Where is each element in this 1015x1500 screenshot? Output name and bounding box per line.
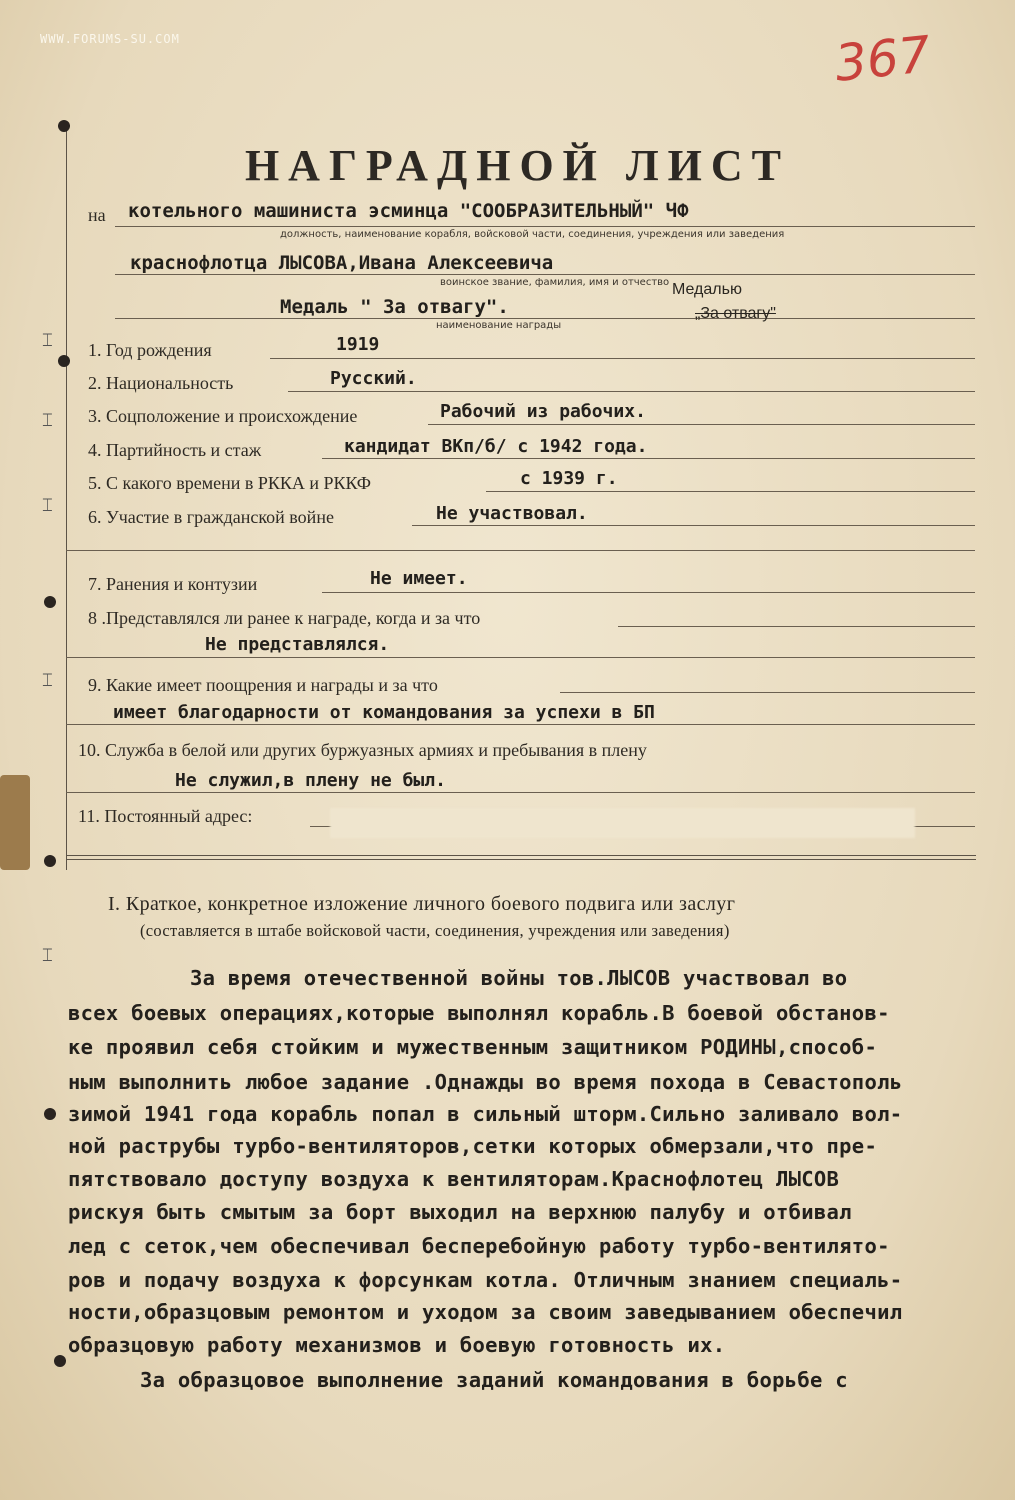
- document-title: НАГРАДНОЙ ЛИСТ: [244, 141, 791, 190]
- field-3-value: Рабочий из рабочих.: [440, 401, 646, 422]
- field-5-value: с 1939 г.: [520, 468, 618, 489]
- field-8-value: Не представлялся.: [205, 634, 390, 655]
- field-6-line: [412, 525, 975, 526]
- na-label: на: [88, 205, 106, 225]
- punch-hole: [58, 120, 70, 132]
- punch-hole: [44, 596, 56, 608]
- field-9-line-2: [66, 724, 975, 725]
- position-caption: должность, наименование корабля, войсковой части, соединения, учреждения или заведения: [280, 229, 785, 240]
- archive-number: 367: [832, 25, 934, 93]
- position-value: котельного машиниста эсминца "СООБРАЗИТЕЛЬНЫЙ" ЧФ: [128, 200, 689, 222]
- narrative-line: ным выполнить любое задание .Однажды во время похода в Севастополь: [68, 1070, 903, 1094]
- field-4-label: 4. Партийность и стаж: [88, 440, 262, 460]
- field-8-line: [618, 626, 975, 627]
- field-1-value: 1919: [336, 334, 380, 355]
- field-9-label: 9. Какие имеет поощрения и награды и за что: [88, 675, 438, 695]
- binding-stain: [0, 775, 30, 870]
- field-6-line-2: [66, 550, 975, 551]
- narrative-line: зимой 1941 года корабль попал в сильный шторм.Сильно заливало вол-: [68, 1102, 903, 1126]
- field-8-label: 8 .Представлялся ли ранее к награде, когда и за что: [88, 608, 481, 628]
- narrative-line: ности,образцовым ремонтом и уходом за своим заведыванием обеспечил: [68, 1300, 903, 1324]
- name-line: [115, 274, 975, 275]
- narrative-line: ке проявил себя стойким и мужественным защитником РОДИНЫ,способ-: [68, 1035, 878, 1059]
- narrative-line: За образцовое выполнение заданий командования в борьбе с: [140, 1368, 848, 1392]
- field-6-value: Не участвовал.: [436, 503, 588, 524]
- margin-stitch-mark: ⌶: [42, 330, 53, 351]
- field-11-label: 11. Постоянный адрес:: [78, 806, 253, 826]
- award-line: [115, 318, 975, 319]
- field-4-value: кандидат ВКп/б/ с 1942 года.: [344, 436, 648, 457]
- field-1-line: [270, 358, 975, 359]
- award-value: Медаль " За отвагу".: [280, 296, 509, 318]
- field-8-line-2: [66, 657, 975, 658]
- name-value: краснофлотца ЛЫСОВА,Ивана Алексеевича: [130, 252, 554, 274]
- field-4-line: [322, 458, 975, 459]
- section-1-heading: I. Краткое, конкретное изложение личного боевого подвига или заслуг: [108, 893, 736, 915]
- field-5-label: 5. С какого времени в РККА и РККФ: [88, 473, 371, 493]
- narrative-line: За время отечественной войны тов.ЛЫСОВ участвовал во: [190, 966, 848, 990]
- position-line: [115, 226, 975, 227]
- narrative-line: всех боевых операциях,которые выполнял корабль.В боевой обстанов-: [68, 1001, 890, 1025]
- field-5-line: [486, 491, 975, 492]
- field-1-label: 1. Год рождения: [88, 340, 212, 360]
- narrative-line: ров и подачу воздуха к форсункам котла. Отличным знанием специаль-: [68, 1268, 903, 1292]
- narrative-line: образцовую работу механизмов и боевую готовность их.: [68, 1333, 726, 1357]
- field-10-value: Не служил,в плену не был.: [175, 770, 446, 791]
- field-7-line: [322, 592, 975, 593]
- section-divider-2: [66, 859, 976, 860]
- narrative-line: лед с сеток,чем обеспечивал бесперебойную работу турбо-вентилято-: [68, 1234, 890, 1258]
- narrative-line: пятствовало доступу воздуха к вентиляторам.Краснофлотец ЛЫСОВ: [68, 1167, 840, 1191]
- handwritten-award-value: „За отвагу": [695, 305, 776, 322]
- field-2-label: 2. Национальность: [88, 373, 234, 393]
- field-3-line: [428, 424, 975, 425]
- margin-stitch-mark: ⌶: [42, 945, 53, 966]
- field-2-line: [288, 391, 975, 392]
- redacted-address: [330, 808, 915, 838]
- field-3-label: 3. Соцположение и происхождение: [88, 406, 358, 426]
- field-2-value: Русский.: [330, 368, 417, 389]
- award-caption: наименование награды: [436, 320, 562, 331]
- field-10-label: 10. Служба в белой или других буржуазных армиях и пребывания в плену: [78, 740, 647, 760]
- margin-stitch-mark: ⌶: [42, 495, 53, 516]
- narrative-line: ной раструбы турбо-вентиляторов,сетки которых обмерзали,что пре-: [68, 1134, 878, 1158]
- punch-hole: [44, 855, 56, 867]
- name-caption: воинское звание, фамилия, имя и отчество: [440, 277, 670, 288]
- field-9-value: имеет благодарности от командования за успехи в БП: [113, 702, 655, 723]
- margin-stitch-mark: ⌶: [42, 670, 53, 691]
- field-7-value: Не имеет.: [370, 568, 468, 589]
- section-divider: [66, 855, 976, 856]
- watermark: WWW.FORUMS-SU.COM: [40, 32, 180, 46]
- field-9-line: [560, 692, 975, 693]
- punch-hole: [54, 1355, 66, 1367]
- handwritten-award-label: Медалью: [672, 281, 742, 298]
- section-1-subheading: (составляется в штабе войсковой части, соединения, учреждения или заведения): [140, 921, 730, 940]
- margin-stitch-mark: ⌶: [42, 410, 53, 431]
- field-6-label: 6. Участие в гражданской войне: [88, 507, 334, 527]
- punch-hole: [44, 1108, 56, 1120]
- field-7-label: 7. Ранения и контузии: [88, 574, 258, 594]
- margin-line: [66, 130, 67, 870]
- punch-hole: [58, 355, 70, 367]
- field-10-line: [66, 792, 975, 793]
- narrative-line: рискуя быть смытым за борт выходил на верхнюю палубу и отбивал: [68, 1200, 852, 1224]
